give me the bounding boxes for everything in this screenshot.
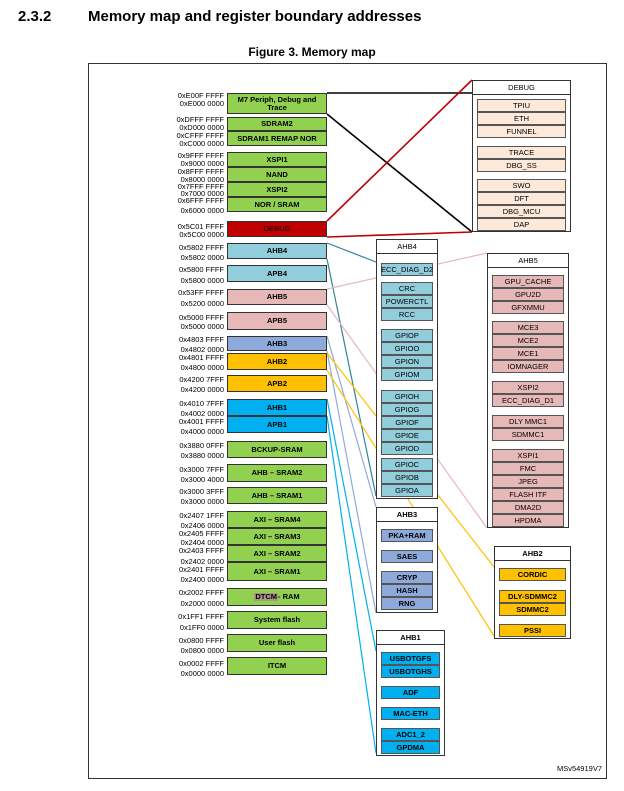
address-label: 0x1FF0 0000 (179, 623, 224, 632)
address-label: 0x3880 0000 (180, 451, 224, 460)
address-label: 0x2403 FFFF (178, 546, 224, 555)
address-label: 0x3000 7FFF (179, 465, 224, 474)
bus-panel-ahb3 (376, 507, 438, 613)
memory-region-label: - RAM (278, 592, 300, 601)
address-label: 0x5C01 FFFF (177, 222, 224, 231)
peripheral-item: GPIOG (381, 403, 433, 416)
peripheral-item: SWO (477, 179, 566, 192)
address-label: 0x8000 0000 (180, 175, 224, 184)
peripheral-item: ECC_DIAG_D1 (492, 394, 564, 407)
peripheral-item: MAC-ETH (381, 707, 440, 720)
bus-panel-ahb1 (376, 630, 445, 756)
memory-region: XSPI2 (227, 182, 327, 197)
peripheral-item: SAES (381, 550, 433, 563)
peripheral-item: GPIOB (381, 471, 433, 484)
peripheral-item: GPIOA (381, 484, 433, 497)
address-label: 0x4000 0000 (180, 427, 224, 436)
address-label: 0x2406 0000 (180, 521, 224, 530)
memory-region: AHB3 (227, 336, 327, 351)
peripheral-item: FUNNEL (477, 125, 566, 138)
bus-panel-title: AHB2 (495, 547, 570, 561)
peripheral-item: FMC (492, 462, 564, 475)
memory-region: NOR / SRAM (227, 197, 327, 212)
memory-region: BCKUP-SRAM (227, 441, 327, 458)
address-label: 0x2402 0000 (180, 557, 224, 566)
peripheral-item: GPIOD (381, 442, 433, 455)
peripheral-item: XSPI1 (492, 449, 564, 462)
peripheral-item: DFT (477, 192, 566, 205)
peripheral-item: SDMMC2 (499, 603, 566, 616)
memory-region: AHB1 (227, 399, 327, 416)
peripheral-item: PSSI (499, 624, 566, 637)
memory-region: AXI – SRAM2 (227, 545, 327, 562)
peripheral-item: GPIOC (381, 458, 433, 471)
memory-region: APB2 (227, 375, 327, 392)
peripheral-item: MCE2 (492, 334, 564, 347)
memory-region: M7 Periph, Debug and Trace (227, 93, 327, 114)
address-label: 0x4001 FFFF (178, 417, 224, 426)
memory-region: AHB2 (227, 353, 327, 370)
peripheral-item: GPU2D (492, 288, 564, 301)
address-label: 0x1FF1 FFFF (178, 612, 224, 621)
address-label: 0x5C00 0000 (179, 230, 224, 239)
memory-region: ITCM (227, 657, 327, 675)
peripheral-item: DLY-SDMMC2 (499, 590, 566, 603)
address-label: 0x4803 FFFF (178, 335, 224, 344)
peripheral-item: ETH (477, 112, 566, 125)
connector-line (327, 114, 472, 232)
address-label: 0xC000 0000 (179, 139, 224, 148)
peripheral-item: RCC (381, 308, 433, 321)
address-label: 0x5802 FFFF (178, 243, 224, 252)
memory-region: AXI – SRAM1 (227, 562, 327, 581)
address-label: 0x5200 0000 (180, 299, 224, 308)
peripheral-item: USBOTGFS (381, 652, 440, 665)
address-label: 0x5800 0000 (180, 276, 224, 285)
address-label: 0xE00F FFFF (177, 91, 224, 100)
peripheral-item: GPION (381, 355, 433, 368)
peripheral-item: JPEG (492, 475, 564, 488)
address-label: 0x5802 0000 (180, 253, 224, 262)
bus-panel-ahb4 (376, 239, 438, 499)
peripheral-item: DLY MMC1 (492, 415, 564, 428)
address-label: 0x4002 0000 (180, 409, 224, 418)
address-label: 0x7000 0000 (180, 189, 224, 198)
peripheral-item: GPIOO (381, 342, 433, 355)
address-label: 0x0800 FFFF (178, 636, 224, 645)
peripheral-item: FLASH ITF (492, 488, 564, 501)
address-label: 0xE000 0000 (179, 99, 224, 108)
peripheral-item: RNG (381, 597, 433, 610)
peripheral-item: PKA+RAM (381, 529, 433, 542)
address-label: 0x4010 7FFF (179, 399, 224, 408)
peripheral-item: TPIU (477, 99, 566, 112)
address-label: 0x0002 FFFF (178, 659, 224, 668)
peripheral-item: USBOTGHS (381, 665, 440, 678)
memory-region: AHB – SRAM2 (227, 464, 327, 482)
memory-region: AXI – SRAM3 (227, 528, 327, 545)
section-number: 2.3.2 (18, 8, 52, 25)
address-label: 0x5800 FFFF (178, 265, 224, 274)
connector-line (327, 259, 376, 496)
memory-region: APB5 (227, 312, 327, 330)
connector-line (327, 243, 376, 262)
address-label: 0x4200 0000 (180, 385, 224, 394)
peripheral-item: POWERCTL (381, 295, 433, 308)
address-label: 0x9FFF FFFF (177, 151, 224, 160)
address-label: 0x9000 0000 (180, 159, 224, 168)
peripheral-item: GPU_CACHE (492, 275, 564, 288)
peripheral-item: IOMNAGER (492, 360, 564, 373)
peripheral-item: CRYP (381, 571, 433, 584)
address-label: 0x53FF FFFF (178, 288, 224, 297)
address-label: 0x2407 1FFF (179, 511, 224, 520)
address-label: 0x6FFF FFFF (177, 196, 224, 205)
bus-panel-title: AHB3 (377, 508, 437, 522)
peripheral-item: DMA2D (492, 501, 564, 514)
peripheral-item: ADF (381, 686, 440, 699)
memory-region-highlight: DTCM (255, 592, 277, 601)
peripheral-item: ADC1_2 (381, 728, 440, 741)
memory-region: SDRAM1 REMAP NOR (227, 131, 327, 146)
address-label: 0x2400 0000 (180, 575, 224, 584)
peripheral-item: SDMMC1 (492, 428, 564, 441)
bus-panel-ahb5 (487, 253, 569, 528)
connector-line (327, 232, 472, 237)
peripheral-item: GPIOP (381, 329, 433, 342)
address-label: 0x5000 FFFF (178, 313, 224, 322)
address-label: 0x2401 FFFF (178, 565, 224, 574)
address-label: 0x4801 FFFF (178, 353, 224, 362)
memory-region: AHB4 (227, 243, 327, 259)
address-label: 0x2405 FFFF (178, 529, 224, 538)
bus-panel-title: AHB5 (488, 254, 568, 268)
address-label: 0x7FFF FFFF (177, 182, 224, 191)
address-label: 0x0800 0000 (180, 646, 224, 655)
bus-panel-title: AHB4 (377, 240, 437, 254)
peripheral-item: XSPI2 (492, 381, 564, 394)
memory-region (227, 588, 327, 606)
address-label: 0xDFFF FFFF (176, 115, 224, 124)
address-label: 0x3000 4000 (180, 475, 224, 484)
address-label: 0x3880 0FFF (179, 441, 224, 450)
peripheral-item: MCE3 (492, 321, 564, 334)
memory-region: XSPI1 (227, 152, 327, 167)
peripheral-item: GPIOH (381, 390, 433, 403)
address-label: 0x6000 0000 (180, 206, 224, 215)
address-label: 0x4800 0000 (180, 363, 224, 372)
memory-region: NAND (227, 167, 327, 182)
address-label: 0x2404 0000 (180, 538, 224, 547)
memory-region: AHB5 (227, 289, 327, 305)
peripheral-item: MCE1 (492, 347, 564, 360)
peripheral-item: DAP (477, 218, 566, 231)
address-label: 0x4802 0000 (180, 345, 224, 354)
document-id: MSv54919V7 (556, 764, 602, 773)
peripheral-item: GPIOE (381, 429, 433, 442)
address-label: 0x8FFF FFFF (177, 167, 224, 176)
address-label: 0x3000 0000 (180, 497, 224, 506)
bus-panel-title: DEBUG (473, 81, 570, 95)
peripheral-item: GFXMMU (492, 301, 564, 314)
bus-panel-debug (472, 80, 571, 232)
address-label: 0xCFFF FFFF (176, 131, 224, 140)
peripheral-item: DBG_SS (477, 159, 566, 172)
section-title: Memory map and register boundary addresses (88, 8, 422, 25)
peripheral-item: CRC (381, 282, 433, 295)
address-label: 0x3000 3FFF (179, 487, 224, 496)
address-label: 0x4200 7FFF (179, 375, 224, 384)
peripheral-item: HASH (381, 584, 433, 597)
address-label: 0x2002 FFFF (178, 588, 224, 597)
peripheral-item: GPIOM (381, 368, 433, 381)
memory-region: DEBUG (227, 221, 327, 237)
address-label: 0x0000 0000 (180, 669, 224, 678)
peripheral-item: DBG_MCU (477, 205, 566, 218)
peripheral-item: TRACE (477, 146, 566, 159)
memory-region: User flash (227, 634, 327, 652)
peripheral-item: GPIOF (381, 416, 433, 429)
address-label: 0x5000 0000 (180, 322, 224, 331)
memory-region: APB1 (227, 416, 327, 433)
peripheral-item: HPDMA (492, 514, 564, 527)
figure-title: Figure 3. Memory map (248, 45, 376, 59)
peripheral-item: ECC_DIAG_D2 (380, 265, 434, 274)
memory-region: SDRAM2 (227, 117, 327, 131)
connector-line (327, 416, 376, 753)
address-label: 0x2000 0000 (180, 599, 224, 608)
bus-panel-ahb2 (494, 546, 571, 639)
memory-region: AXI – SRAM4 (227, 511, 327, 528)
bus-panel-title: AHB1 (377, 631, 444, 645)
peripheral-item: GPDMA (381, 741, 440, 754)
memory-region: System flash (227, 611, 327, 629)
peripheral-item: CORDIC (499, 568, 566, 581)
memory-region: APB4 (227, 265, 327, 282)
connector-line (327, 80, 472, 221)
memory-region: AHB – SRAM1 (227, 487, 327, 504)
address-label: 0xD000 0000 (179, 123, 224, 132)
